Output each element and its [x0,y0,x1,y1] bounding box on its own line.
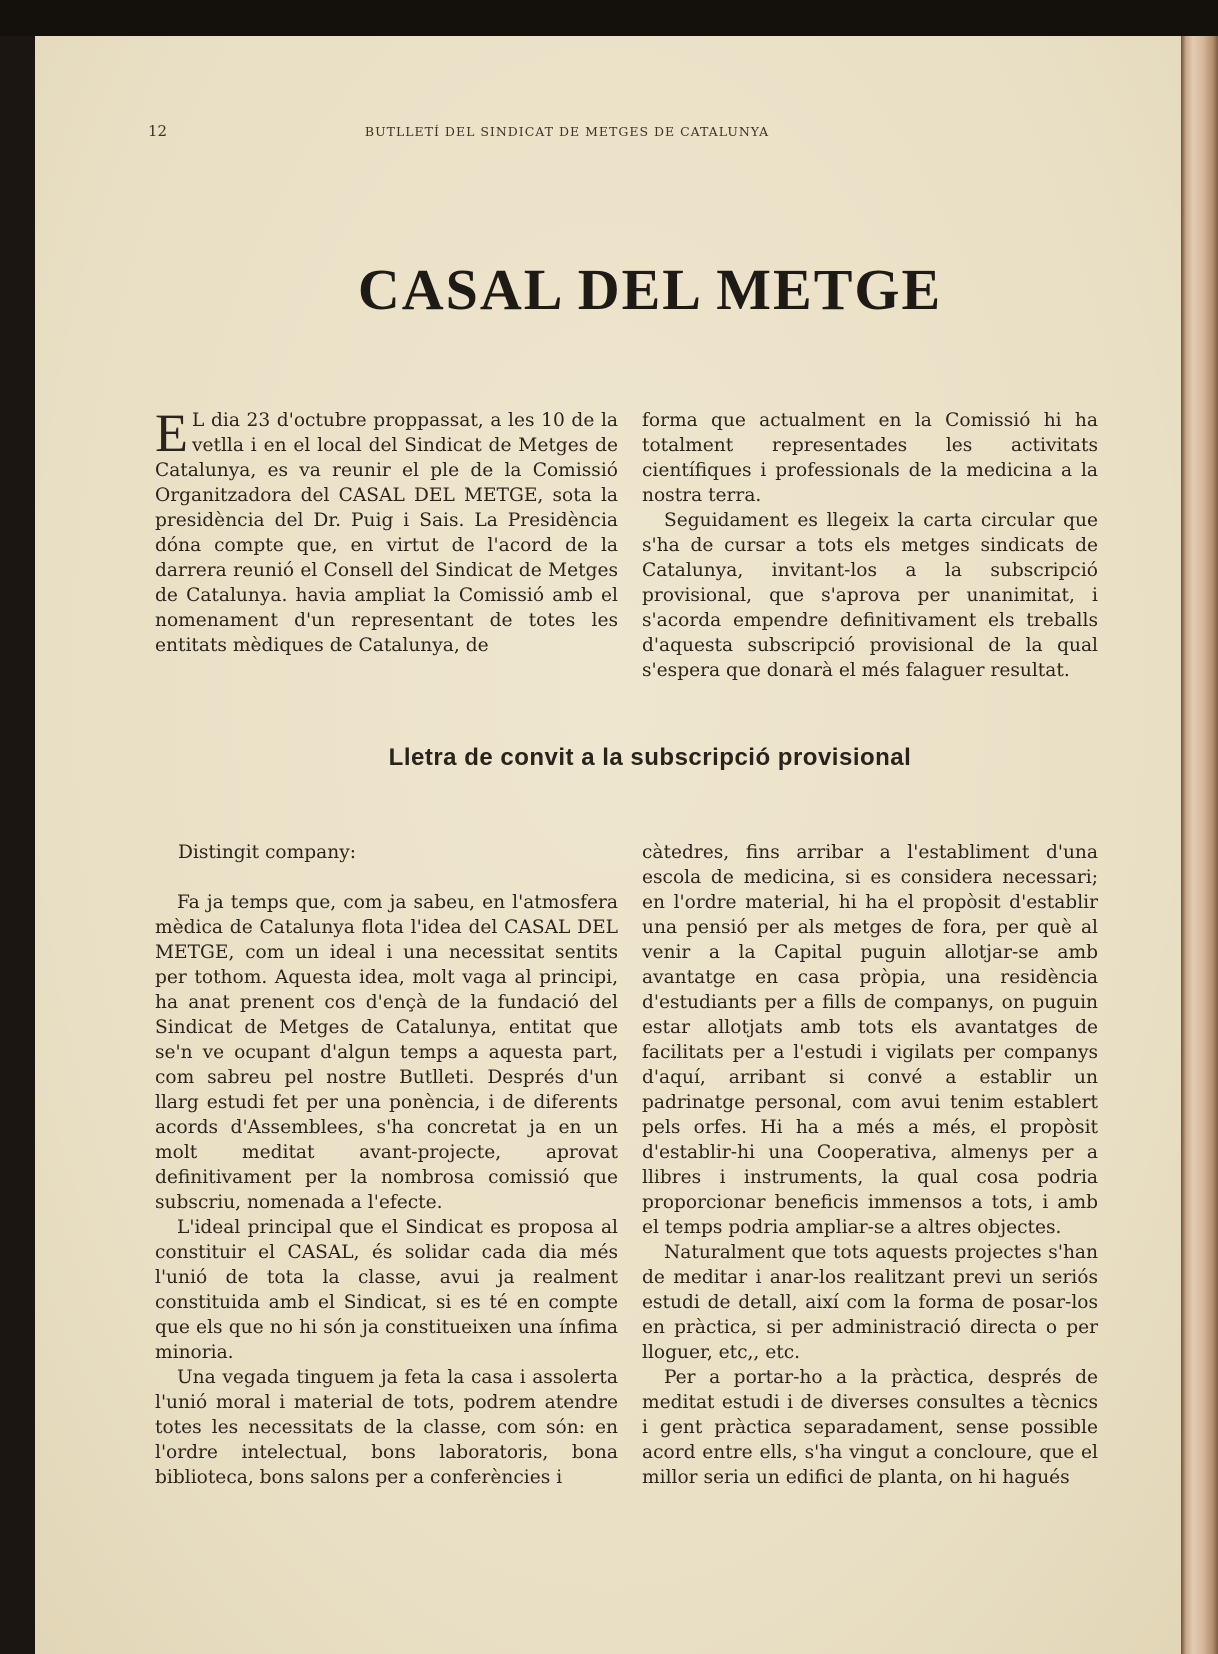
scan-background-top [0,0,1218,36]
paragraph-text: L dia 23 d'octubre proppassat, a les 10 de la vetlla i en el local del Sindicat de Metges de Catalunya, es va reunir el ple de la Comissió Organitzadora del CASAL DEL METGE, sota la presidència del Dr. Puig i Sais. La Presidència dóna compte que, en virtut de l'acord de la darrera reunió el Consell del Sindicat de Metges de Catalunya. havia ampliat la Comissió amb el nomenament d'un representant de totes les entitats mèdiques de Catalunya, de [155,410,618,656]
article-column-1 [155,403,618,658]
letter-paragraph: L'ideal principal que el Sindicat es proposa al constituir el CASAL, és solidar cada dia més l'unió de tota la classe, avui ja realment constituida amb el Sindicat, si es té en compte que els que no hi són ja constitueixen una ínfima minoria. [155,1217,618,1363]
letter-paragraph: Fa ja temps que, com ja sabeu, en l'atmosfera mèdica de Catalunya flota l'idea del CASAL DEL METGE, com un ideal i una necessitat sentits per tothom. Aquesta idea, molt vaga al principi, ha anat prenent cos d'ençà de la fundació del Sindicat de Metges de Catalunya, entitat que se'n ve ocupant d'algun temps a aquesta part, com sabreu pel nostre Butlleti. Després d'un llarg estudi fet per una ponència, i de diferents acords d'Assemblees, s'ha concretat ja en un molt meditat avant-projecte, aprovat definitivament per la nombrosa comissió que subscriu, nomenada a l'efecte. [155,892,618,1213]
article-paragraph [155,403,618,658]
article-paragraph: Seguidament es llegeix la carta circular que s'ha de cursar a tots els metges sindicats de Catalunya, invitant-los a la subscripció provisional, que s'aprova per unanimitat, i s'acorda empendre definitivament els treballs d'aquesta subscripció provisional de la qual s'espera que donarà el més falaguer resultat. [642,510,1098,681]
article-paragraph: forma que actualment en la Comissió hi ha totalment representades les activitats científiques i professionals de la medicina a la nostra terra. [642,410,1098,506]
letter-paragraph: Per a portar-ho a la pràctica, després de meditat estudi i de diverses consultes a tècnics i gent pràctica separadament, sense possible acord entre ells, s'ha vingut a concloure, que el millor seria un edifici de planta, on hi hagués [642,1367,1098,1488]
letter-paragraph: Naturalment que tots aquests projectes s'han de meditar i anar-los realitzant previ un seriós estudi de detall, així com la forma de posar-los en pràctica, si per administració directa o per lloguer, etc,, etc. [642,1242,1098,1363]
article-column-2 [642,408,1098,683]
letter-paragraph: càtedres, fins arribar a l'establiment d'una escola de medicina, si es considera necessari; en l'ordre material, hi ha el propòsit d'establir una pensió per als metges de fora, per què al venir a la Capital puguin allotjar-se amb avantatge en casa pròpia, una residència d'estudiants per a fills de companys, on puguin estar allotjats amb tots els avantatges de facilitats per a l'estudi i vigilats per companys d'aquí, arribant si convé a establir un padrinatge personal, com avui tenim establert pels orfes. Hi ha a més a més, el propòsit d'establir-hi una Cooperativa, almenys per a llibres i instruments, la qual cosa podria proporcionar beneficis immensos a tots, i amb el temps podria ampliar-se a altres objectes. [642,842,1098,1238]
letter-salutation: Distingit company: [178,842,356,863]
drop-cap: E [155,403,188,463]
page-number: 12 [148,122,168,140]
letter-paragraph: Una vegada tinguem ja feta la casa i assolerta l'unió moral i material de tots, podrem atendre totes les necessitats de la classe, com són: en l'ordre intelectual, bons laboratoris, bona biblioteca, bons salons per a conferències i [155,1367,618,1488]
letter-title: Lletra de convit a la subscripció provisional [388,744,912,771]
book-binding-edge [1181,36,1218,1654]
letter-column-2 [642,840,1098,1490]
article-title: CASAL DEL METGE [357,257,943,322]
page-header [148,122,986,140]
running-head: BUTLLETÍ DEL SINDICAT DE METGES DE CATALUNYA [364,124,770,139]
scan-background-left [0,36,35,1654]
letter-column-1 [155,840,618,1490]
